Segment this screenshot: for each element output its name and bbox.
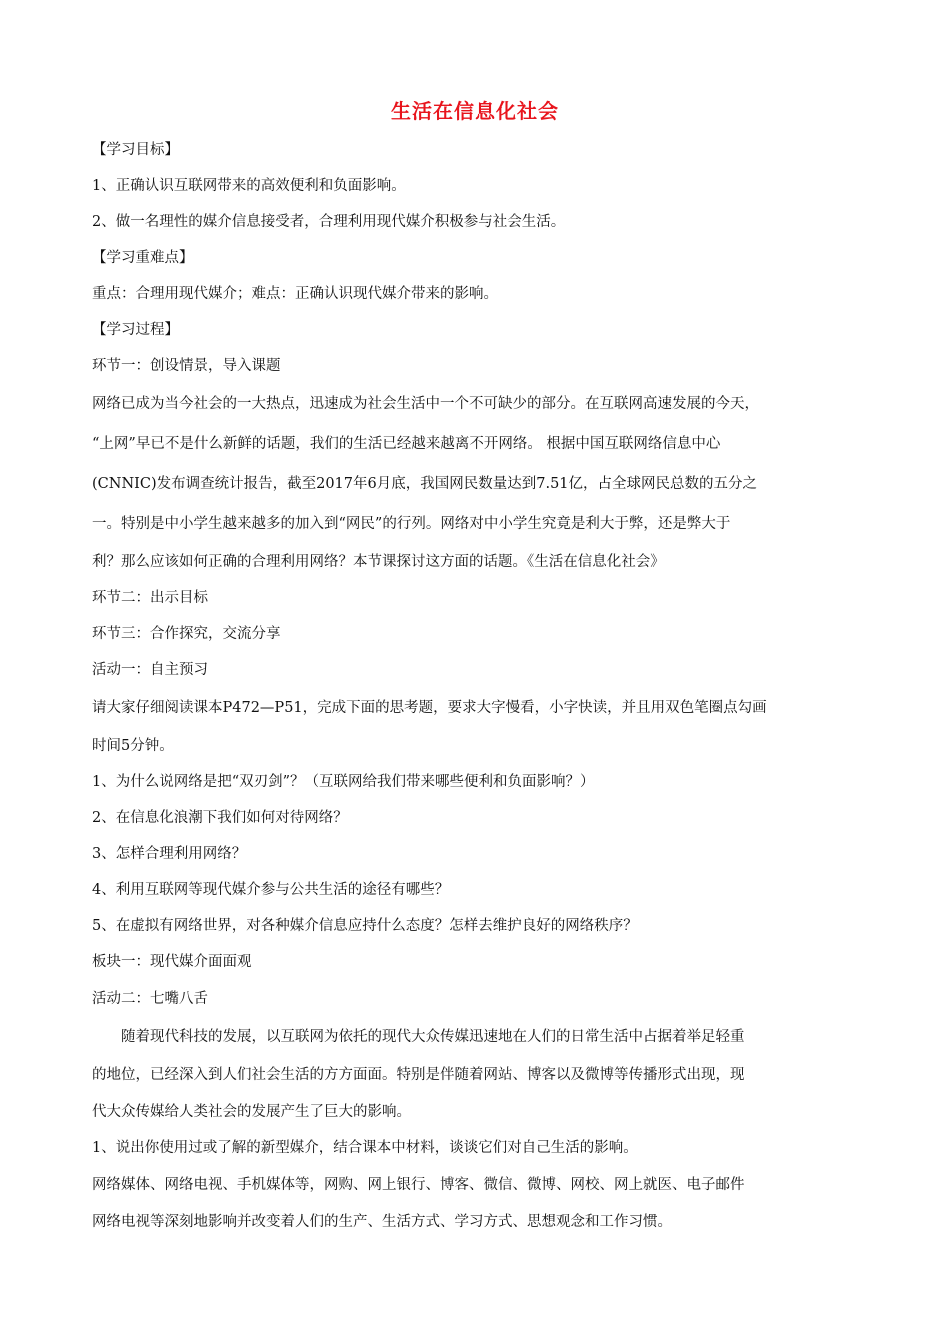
section-heading-process: 【学习过程】 bbox=[92, 322, 179, 338]
question-item: 1、为什么说网络是把“双刃剑”？（互联网给我们带来哪些便利和负面影响？） bbox=[92, 774, 595, 790]
paragraph-line: 一。特别是中小学生越来越多的加入到“网民”的行列。网络对中小学生究竟是利大于弊，还是弊大于 bbox=[92, 516, 731, 532]
section-heading-key-points: 【学习重难点】 bbox=[92, 250, 194, 266]
paragraph-line: 利？那么应该如何正确的合理利用网络？本节课探讨这方面的话题。《生活在信息化社会》 bbox=[92, 554, 665, 570]
paragraph-line: 随着现代科技的发展，以互联网为依托的现代大众传媒迅速地在人们的日常生活中占据着举足轻重 bbox=[121, 1029, 745, 1045]
activity-heading: 活动一：自主预习 bbox=[92, 662, 208, 678]
paragraph-line: 网络媒体、网络电视、手机媒体等，网购、网上银行、博客、微信、微博、网校、网上就医、电子邮件 bbox=[92, 1177, 745, 1193]
paragraph-line: 代大众传媒给人类社会的发展产生了巨大的影响。 bbox=[92, 1104, 411, 1120]
paragraph-line: 的地位，已经深入到人们社会生活的方方面面。特别是伴随着网站、博客以及微博等传播形式出现，现 bbox=[92, 1067, 745, 1083]
paragraph-line: 时间5分钟。 bbox=[92, 738, 174, 754]
objective-item: 2、做一名理性的媒介信息接受者，合理利用现代媒介积极参与社会生活。 bbox=[92, 214, 566, 230]
document-body bbox=[92, 132, 864, 1240]
section-heading-objectives: 【学习目标】 bbox=[92, 142, 179, 158]
question-item: 2、在信息化浪潮下我们如何对待网络？ bbox=[92, 810, 348, 826]
step-heading: 环节一：创设情景，导入课题 bbox=[92, 358, 281, 374]
section-heading-module: 板块一：现代媒介面面观 bbox=[92, 954, 252, 970]
document-title: 生活在信息化社会 bbox=[391, 99, 559, 123]
step-heading: 环节二：出示目标 bbox=[92, 590, 208, 606]
activity-heading: 活动二：七嘴八舌 bbox=[92, 991, 208, 1007]
objective-item: 1、正确认识互联网带来的高效便利和负面影响。 bbox=[92, 178, 406, 194]
question-item: 1、说出你使用过或了解的新型媒介，结合课本中材料，谈谈它们对自己生活的影响。 bbox=[92, 1140, 638, 1156]
paragraph-line: 网络已成为当今社会的一大热点，迅速成为社会生活中一个不可缺少的部分。在互联网高速发展的今天， bbox=[92, 396, 759, 412]
paragraph-line: “上网”早已不是什么新鲜的话题，我们的生活已经越来越离不开网络。 根据中国互联网络信息中心 bbox=[92, 436, 721, 452]
question-item: 3、怎样合理利用网络？ bbox=[92, 846, 247, 862]
question-item: 5、在虚拟有网络世界，对各种媒介信息应持什么态度？怎样去维护良好的网络秩序？ bbox=[92, 918, 638, 934]
paragraph-line: 请大家仔细阅读课本P472—P51，完成下面的思考题，要求大字慢看，小字快读，并且用双色笔圈点勾画 bbox=[92, 700, 767, 716]
paragraph-line: 网络电视等深刻地影响并改变着人们的生产、生活方式、学习方式、思想观念和工作习惯。 bbox=[92, 1214, 672, 1230]
key-points-text: 重点：合理用现代媒介；难点：正确认识现代媒介带来的影响。 bbox=[92, 286, 498, 302]
paragraph-line: (CNNIC)发布调查统计报告，截至2017年6月底，我国网民数量达到7.51亿，占全球网民总数的五分之 bbox=[92, 476, 758, 492]
question-item: 4、利用互联网等现代媒介参与公共生活的途径有哪些？ bbox=[92, 882, 450, 898]
step-heading: 环节三：合作探究，交流分享 bbox=[92, 626, 281, 642]
